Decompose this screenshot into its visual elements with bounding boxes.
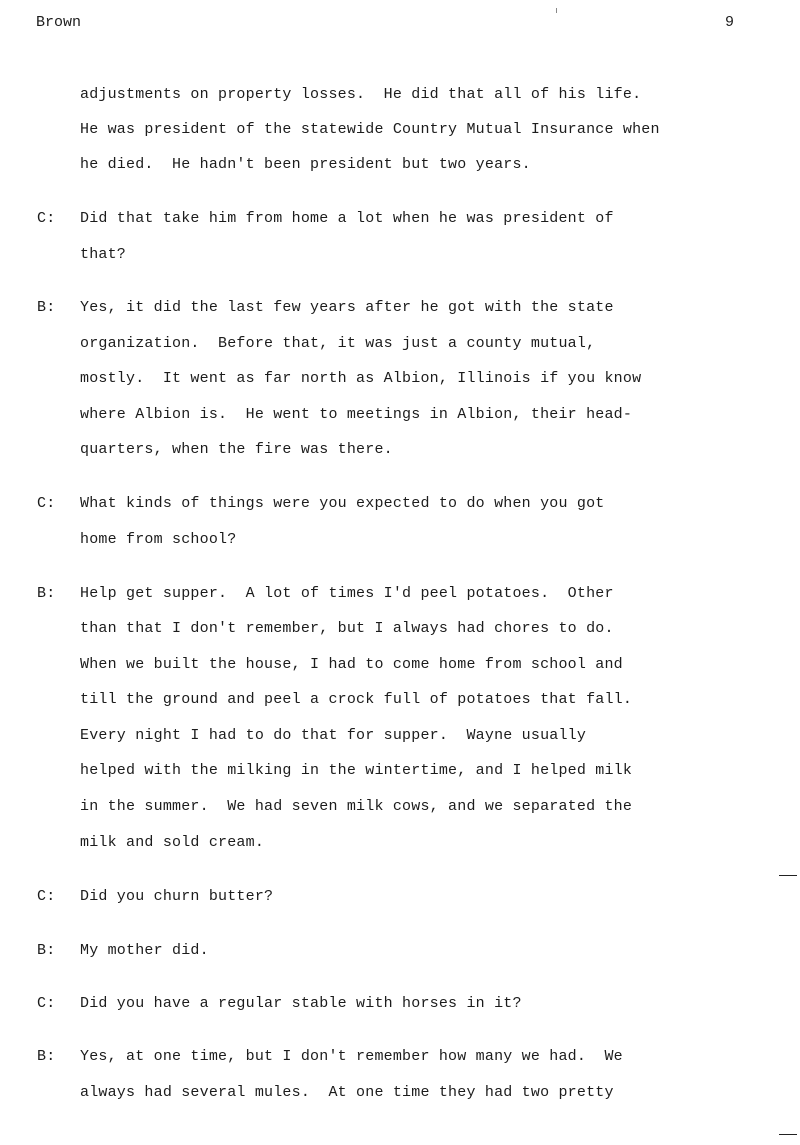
transcript-line: organization. Before that, it was just a county mutual, — [80, 335, 596, 352]
speaker-label: B: — [37, 299, 56, 316]
transcript-line: When we built the house, I had to come home from school and — [80, 656, 623, 673]
scan-edge-mark — [779, 875, 797, 876]
transcript-line: What kinds of things were you expected to do when you got — [80, 495, 605, 512]
speaker-label: B: — [37, 585, 56, 602]
transcript-line: My mother did. — [80, 942, 209, 959]
transcript-line: mostly. It went as far north as Albion, Illinois if you know — [80, 370, 642, 387]
header-name: Brown — [36, 14, 82, 31]
speaker-label: C: — [37, 495, 56, 512]
transcript-line: Yes, at one time, but I don't remember how many we had. We — [80, 1048, 623, 1065]
transcript-line: Help get supper. A lot of times I'd peel potatoes. Other — [80, 585, 614, 602]
speaker-label: B: — [37, 942, 56, 959]
transcript-line: he died. He hadn't been president but two years. — [80, 156, 531, 173]
transcript-line: helped with the milking in the wintertime, and I helped milk — [80, 762, 633, 779]
transcript-line: that? — [80, 246, 127, 263]
speaker-label: C: — [37, 995, 56, 1012]
speaker-label: C: — [37, 210, 56, 227]
transcript-line: Did you churn butter? — [80, 888, 274, 905]
transcript-line: Every night I had to do that for supper. Wayne usually — [80, 727, 587, 744]
transcript-line: always had several mules. At one time they had two pretty — [80, 1084, 614, 1101]
transcript-line: Yes, it did the last few years after he got with the state — [80, 299, 614, 316]
transcript-line: where Albion is. He went to meetings in Albion, their head- — [80, 406, 633, 423]
transcript-line: Did you have a regular stable with horses in it? — [80, 995, 522, 1012]
speaker-label: C: — [37, 888, 56, 905]
transcript-line: milk and sold cream. — [80, 834, 265, 851]
transcript-line: He was president of the statewide Country Mutual Insurance when — [80, 121, 660, 138]
scan-mark — [556, 8, 557, 13]
transcript-line: adjustments on property losses. He did that all of his life. — [80, 86, 642, 103]
scan-edge-mark — [779, 1134, 797, 1135]
transcript-line: in the summer. We had seven milk cows, and we separated the — [80, 798, 633, 815]
transcript-line: home from school? — [80, 531, 237, 548]
speaker-label: B: — [37, 1048, 56, 1065]
page-number: 9 — [725, 14, 735, 31]
transcript-line: than that I don't remember, but I always had chores to do. — [80, 620, 614, 637]
transcript-line: quarters, when the fire was there. — [80, 441, 393, 458]
transcript-line: Did that take him from home a lot when he was president of — [80, 210, 614, 227]
transcript-line: till the ground and peel a crock full of potatoes that fall. — [80, 691, 633, 708]
